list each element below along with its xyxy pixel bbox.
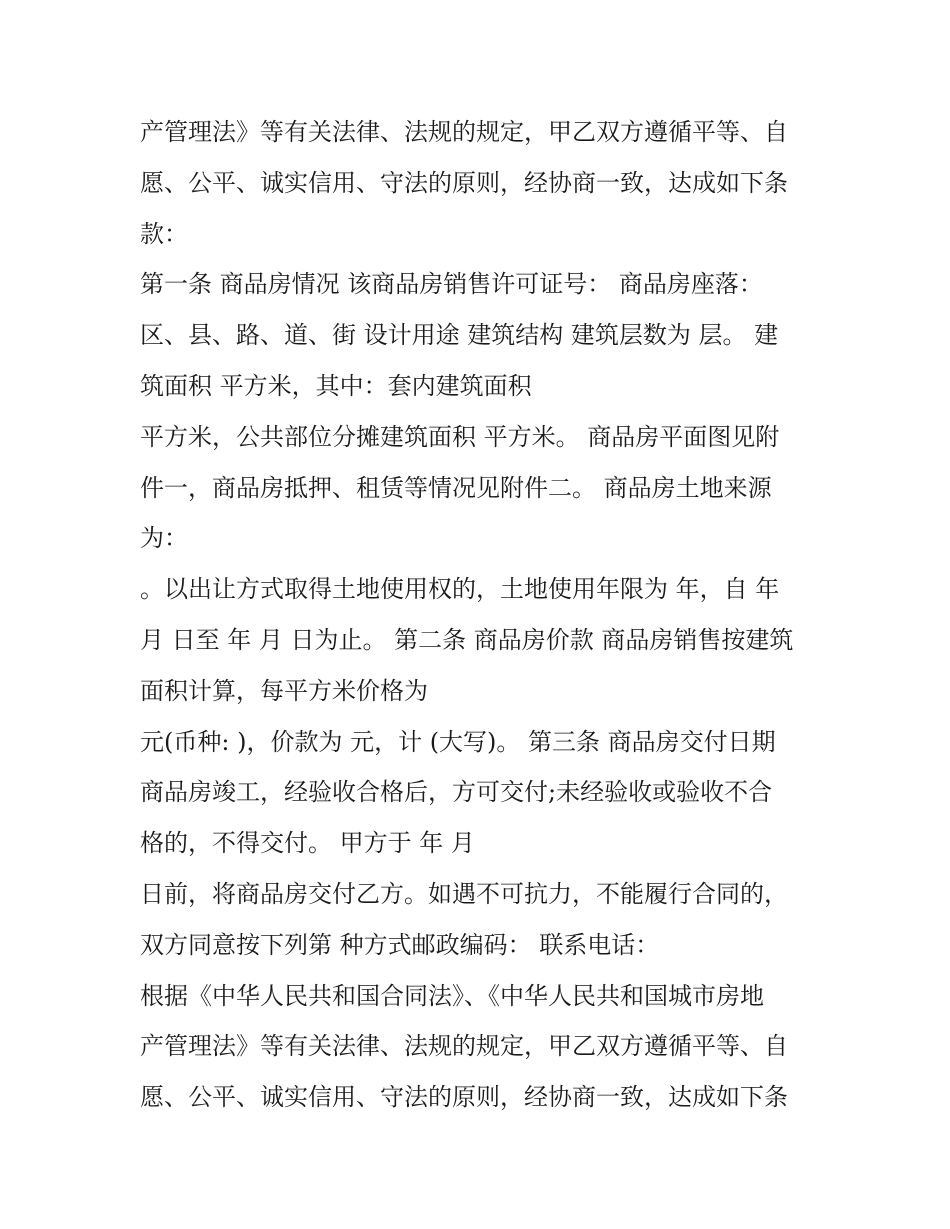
text-line: 款：	[140, 219, 188, 248]
text-line: 根据《中华人民共和国合同法》、《中华人民共和国城市房地	[140, 981, 764, 1010]
text-line: 区、县、路、道、街 设计用途 建筑结构 建筑层数为 层。 建	[140, 321, 779, 350]
text-line: 筑面积 平方米，其中：套内建筑面积	[140, 371, 532, 400]
text-line: 产管理法》等有关法律、法规的规定，甲乙双方遵循平等、自	[140, 1032, 788, 1061]
text-line: 日前，将商品房交付乙方。如遇不可抗力，不能履行合同的，	[140, 879, 788, 908]
contract-body-text	[140, 107, 820, 1123]
text-line: 愿、公平、诚实信用、守法的原则，经协商一致，达成如下条	[140, 1083, 788, 1112]
text-line: 件一，商品房抵押、租赁等情况见附件二。 商品房土地来源	[140, 473, 772, 502]
text-line: 。以出让方式取得土地使用权的，土地使用年限为 年，自 年	[140, 575, 780, 604]
text-line: 产管理法》等有关法律、法规的规定，甲乙双方遵循平等、自	[140, 118, 788, 146]
text-line: 面积计算，每平方米价格为	[140, 676, 428, 705]
text-line: 平方米，公共部位分摊建筑面积 平方米。 商品房平面图见附	[140, 422, 780, 451]
text-line: 月 日至 年 月 日为止。 第二条 商品房价款 商品房销售按建筑	[140, 625, 794, 654]
text-line: 第一条 商品房情况 该商品房销售许可证号： 商品房座落：	[140, 270, 763, 299]
text-line: 为：	[140, 524, 188, 553]
text-line: 格的，不得交付。 甲方于 年 月	[140, 829, 475, 858]
text-line: 商品房竣工，经验收合格后，方可交付;未经验收或验收不合	[140, 778, 773, 807]
text-line: 愿、公平、诚实信用、守法的原则，经协商一致，达成如下条	[140, 168, 788, 197]
text-line: 双方同意按下列第 种方式邮政编码： 联系电话：	[140, 930, 660, 959]
text-line: 元(币种: )，价款为 元，计 (大写)。 第三条 商品房交付日期	[140, 727, 776, 756]
